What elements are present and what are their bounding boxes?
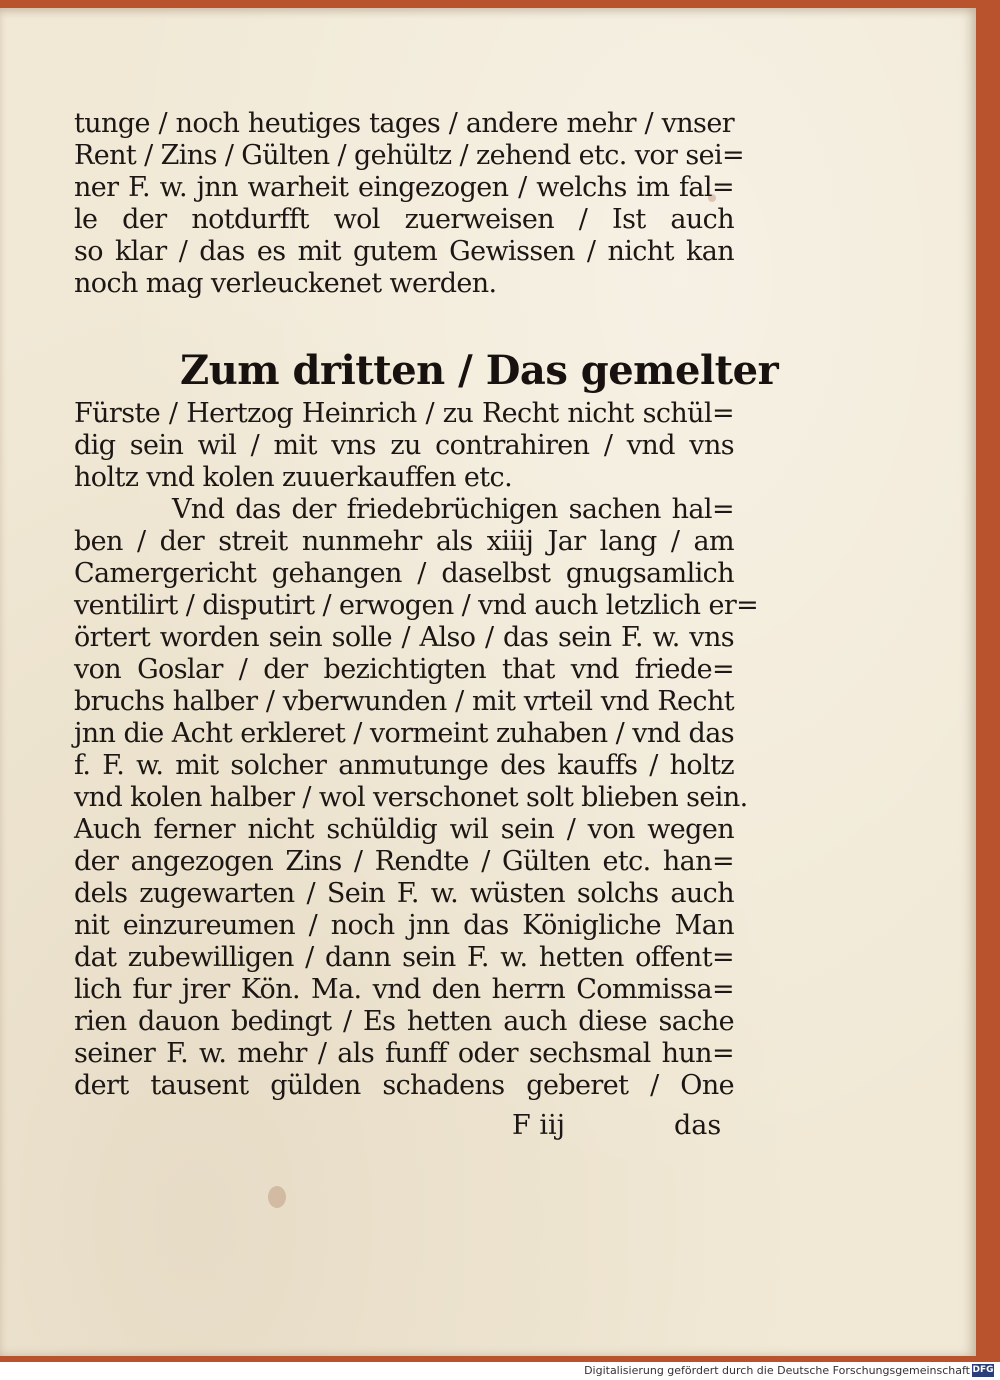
text-line: der angezogen Zins / Rendte / Gülten etc. han= <box>74 846 734 877</box>
text-line: lich fur jrer Kön. Ma. vnd den herrn Commissa= <box>74 974 734 1005</box>
text-line: dels zugewarten / Sein F. w. wüsten solchs auch <box>74 878 734 909</box>
text-line: noch mag verleuckenet werden. <box>74 268 497 299</box>
text-line: seiner F. w. mehr / als funff oder sechsmal hun= <box>74 1038 734 1069</box>
text-line: ben / der streit nunmehr als xiiij Jar lang / am <box>74 526 734 557</box>
text-line: Fürste / Hertzog Heinrich / zu Recht nicht schül= <box>74 398 734 429</box>
text-line: so klar / das es mit gutem Gewissen / nicht kan <box>74 236 734 267</box>
signature-mark: F iij <box>512 1110 565 1141</box>
text-line: ventilirt / disputirt / erwogen / vnd auch letzlich er= <box>74 590 759 621</box>
stain-spot <box>268 1186 286 1208</box>
text-line: rien dauon bedingt / Es hetten auch diese sache <box>74 1006 734 1037</box>
text-line: dat zubewilligen / dann sein F. w. hetten offent= <box>74 942 734 973</box>
text-line: ner F. w. jnn warheit eingezogen / welchs im fal= <box>74 172 734 203</box>
text-line: bruchs halber / vberwunden / mit vrteil vnd Recht <box>74 686 734 717</box>
text-line: Vnd das der friedebrüchigen sachen hal= <box>172 494 734 525</box>
text-line: von Goslar / der bezichtigten that vnd friede= <box>74 654 734 685</box>
text-line: örtert worden sein solle / Also / das sein F. w. vns <box>74 622 734 653</box>
text-line: vnd kolen halber / wol verschonet solt blieben sein. <box>74 782 748 813</box>
text-line: dig sein wil / mit vns zu contrahiren / vnd vns <box>74 430 734 461</box>
paragraph-1 <box>74 108 745 300</box>
text-line: Rent / Zins / Gülten / gehültz / zehend etc. vor sei= <box>74 140 745 171</box>
text-line: tunge / noch heutiges tages / andere mehr / vnser <box>74 108 734 139</box>
text-line: nit einzureumen / noch jnn das Königliche Man <box>74 910 734 941</box>
text-line: le der notdurfft wol zuerweisen / Ist auch <box>74 204 734 235</box>
section-heading: Zum dritten / Das gemelter <box>180 347 779 394</box>
funding-credit: Digitalisierung gefördert durch die Deutsche Forschungsgemeinschaft <box>584 1364 970 1377</box>
text-line: f. F. w. mit solcher anmutunge des kauffs / holtz <box>74 750 734 781</box>
dfg-logo: DFG <box>972 1365 994 1375</box>
paragraph-2 <box>74 398 759 1102</box>
text-line: holtz vnd kolen zuuerkauffen etc. <box>74 462 513 493</box>
text-line: Auch ferner nicht schüldig wil sein / von wegen <box>74 814 734 845</box>
text-line: Camergericht gehangen / daselbst gnugsamlich <box>74 558 734 589</box>
catchword: das <box>674 1110 722 1141</box>
text-line: jnn die Acht erkleret / vormeint zuhaben / vnd das <box>74 718 734 749</box>
text-line: dert tausent gülden schadens geberet / One <box>74 1070 734 1101</box>
